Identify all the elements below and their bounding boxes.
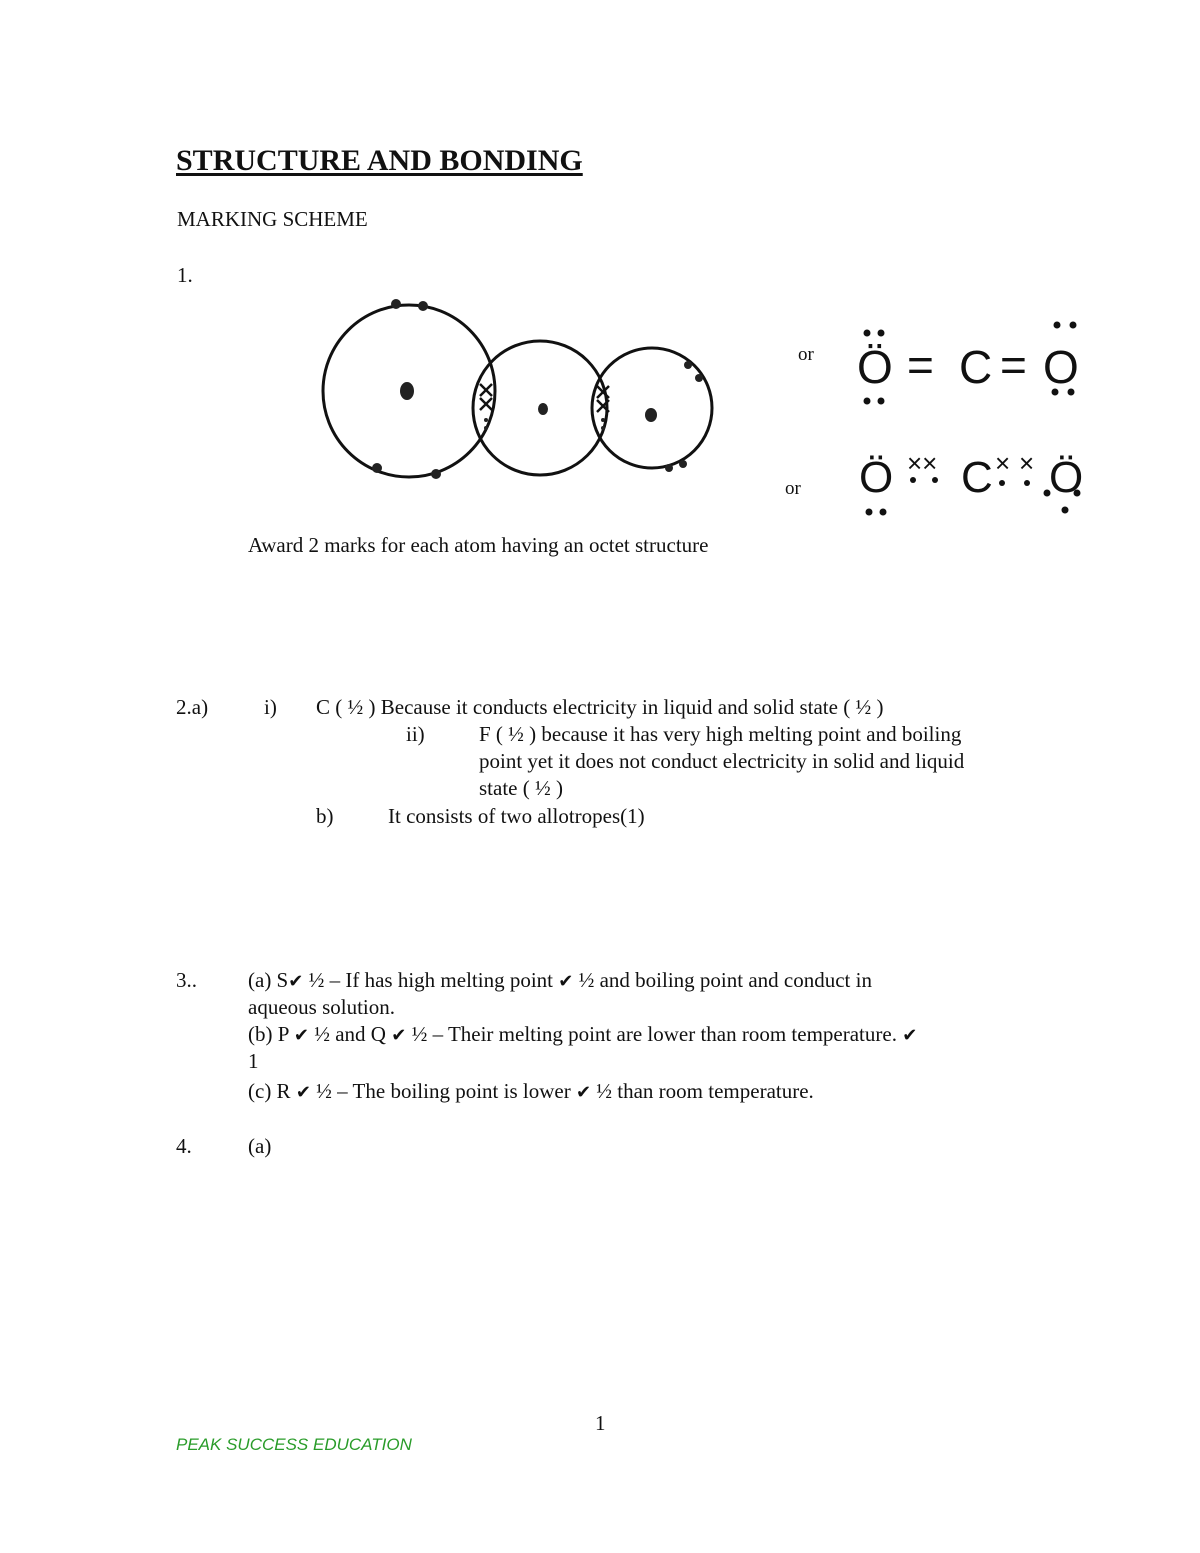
check-icon: ✔ — [391, 1025, 407, 1045]
q2-b-text: It consists of two allotropes(1) — [388, 804, 645, 828]
page-title: STRUCTURE AND BONDING — [176, 144, 583, 177]
lewis2-carbon: C — [961, 453, 993, 502]
footer-brand: PEAK SUCCESS EDUCATION — [176, 1435, 412, 1454]
check-icon: ✔ — [558, 971, 574, 991]
page-number: 1 — [595, 1411, 606, 1435]
lewis1-oxygen-right: O — [1043, 341, 1079, 393]
q2-ii-line-2: point yet it does not conduct electricity in solid and liquid — [479, 749, 965, 773]
q2-ii-line-3: state ( ½ ) — [479, 776, 563, 800]
check-icon: ✔ — [293, 1025, 309, 1045]
q3-a-line-2: aqueous solution. — [248, 995, 395, 1019]
q2-ii-label: ii) — [406, 722, 425, 746]
check-icon: ✔ — [902, 1025, 918, 1045]
lewis2-cross-right-1: × — [995, 448, 1011, 478]
q3-b-line-1: (b) P ✔ ½ and Q ✔ ½ – Their melting point are lower than room temperature. ✔ — [248, 1022, 918, 1046]
q4-a-label: (a) — [248, 1134, 272, 1158]
q2-ii-line-1: F ( ½ ) because it has very high melting point and boiling — [479, 722, 962, 746]
lewis-structure-double-bond — [845, 315, 1105, 415]
lewis1-bond-right: = — [1000, 339, 1027, 391]
co2-dot-cross-diagram — [310, 292, 730, 492]
q3-c-line: (c) R ✔ ½ – The boiling point is lower ✔ ½ than room temperature. — [248, 1079, 814, 1103]
q4-number: 4. — [176, 1134, 192, 1158]
q3-a-line-1: (a) S✔ ½ – If has high melting point ✔ ½ and boiling point and conduct in — [248, 968, 872, 992]
check-icon: ✔ — [575, 1082, 592, 1102]
page-subtitle: MARKING SCHEME — [177, 207, 368, 231]
lewis1-bond-left: = — [907, 339, 934, 391]
q1-marking-note: Award 2 marks for each atom having an octet structure — [248, 533, 709, 557]
lewis2-oxygen-left: Ö — [859, 453, 894, 502]
oxygen-shell-right — [592, 348, 712, 468]
q2-i-label: i) — [264, 695, 277, 719]
q3-b-line-2: 1 — [248, 1049, 259, 1073]
q2-number: 2.a) — [176, 695, 209, 719]
q3-number: 3.. — [176, 968, 197, 992]
q2-i-text: C ( ½ ) Because it conducts electricity in liquid and solid state ( ½ ) — [316, 695, 884, 719]
check-icon: ✔ — [295, 1082, 311, 1102]
lewis-structure-dot-cross — [845, 428, 1105, 518]
lewis2-cross-pair-left: ×× — [907, 448, 938, 478]
q2-b-label: b) — [316, 804, 334, 828]
or-label-1: or — [798, 344, 814, 365]
nucleus-right — [645, 408, 657, 422]
or-label-2: or — [785, 478, 801, 499]
check-icon: ✔ — [288, 971, 304, 991]
nucleus-left — [400, 382, 414, 400]
lewis1-carbon: C — [959, 341, 993, 393]
q1-number: 1. — [177, 263, 193, 287]
lewis1-oxygen-left: Ö — [857, 341, 893, 393]
nucleus-center — [538, 403, 548, 415]
lewis2-cross-right-2: × — [1019, 448, 1035, 478]
lewis2-oxygen-right: Ö — [1049, 453, 1084, 502]
